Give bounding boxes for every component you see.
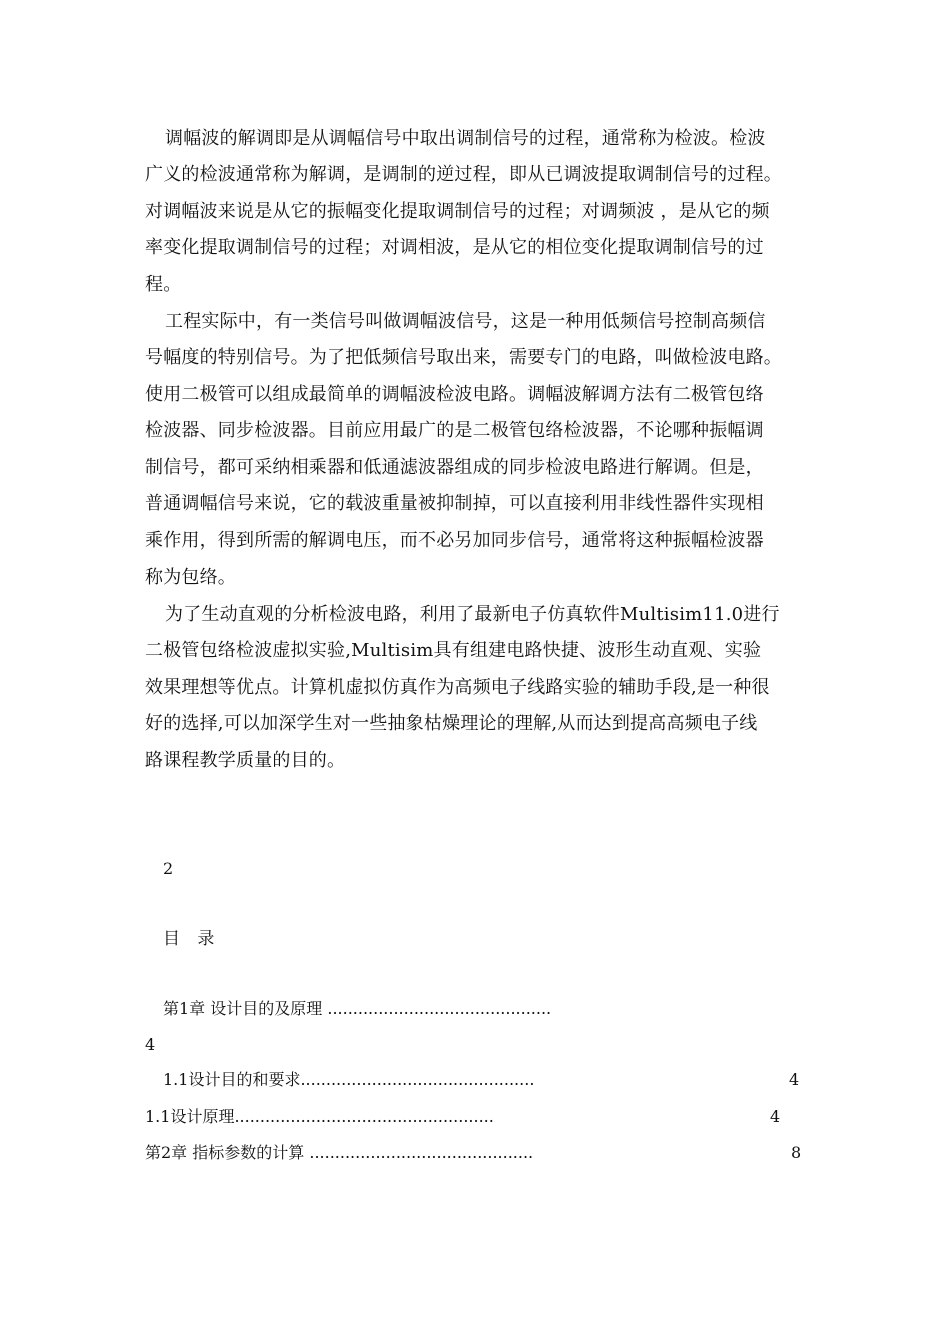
paragraph-line: 使用二极管可以组成最简单的调幅波检波电路。调幅波解调方法有二极管包络 [145,384,764,405]
paragraph-line: 为了生动直观的分析检波电路，利用了最新电子仿真软件Multisim11.0进行 [165,604,780,625]
toc-entry-page: 8 [791,1143,802,1162]
paragraph-line: 好的选择,可以加深学生对一些抽象枯燥理论的理解,从而达到提高高频电子线 [145,713,758,734]
paragraph-line: 效果理想等优点。计算机虚拟仿真作为高频电子线路实验的辅助手段,是一种很 [145,677,770,698]
paragraph-line: 检波器、同步检波器。目前应用最广的是二极管包络检波器，不论哪种振幅调 [145,420,764,441]
paragraph-line: 号幅度的特别信号。为了把低频信号取出来，需要专门的电路，叫做检波电路。 [145,347,782,368]
paragraph-line: 称为包络。 [145,567,236,588]
toc-entry-page: 4 [789,1070,800,1089]
toc-title: 目 录 [163,929,221,949]
paragraph-line: 普通调幅信号来说，它的载波重量被抑制掉，可以直接利用非线性器件实现相 [145,493,764,514]
paragraph-line: 广义的检波通常称为解调，是调制的逆过程，即从已调波提取调制信号的过程。 [145,164,782,185]
paragraph-line: 制信号，都可采纳相乘器和低通滤波器组成的同步检波电路进行解调。但是， [145,457,764,478]
toc-entry-text[interactable]: 第1章 设计目的及原理 ............................................ [163,999,552,1018]
paragraph-line: 对调幅波来说是从它的振幅变化提取调制信号的过程；对调频波 ，是从它的频 [145,201,770,222]
page-number: 2 [163,859,174,878]
paragraph-line: 调幅波的解调即是从调幅信号中取出调制信号的过程，通常称为检波。检波 [165,128,766,149]
toc-entry-page: 4 [770,1107,781,1126]
paragraph-line: 路课程教学质量的目的。 [145,750,346,771]
paragraph-line: 率变化提取调制信号的过程；对调相波，是从它的相位变化提取调制信号的过 [145,237,764,258]
toc-entry-text[interactable]: 1.1设计原理................................................... [145,1107,494,1126]
paragraph-line: 乘作用，得到所需的解调电压，而不必另加同步信号，通常将这种振幅检波器 [145,530,764,551]
toc-entry-page: 4 [145,1035,156,1054]
paragraph-line: 二极管包络检波虚拟实验,Multisim具有组建电路快捷、波形生动直观、实验 [145,640,762,661]
toc-entry-text[interactable]: 第2章 指标参数的计算 ............................................ [145,1143,534,1162]
toc-entry-text[interactable]: 1.1设计目的和要求.............................................. [163,1070,535,1089]
paragraph-line: 工程实际中，有一类信号叫做调幅波信号，这是一种用低频信号控制高频信 [165,311,766,332]
paragraph-line: 程。 [145,274,182,295]
